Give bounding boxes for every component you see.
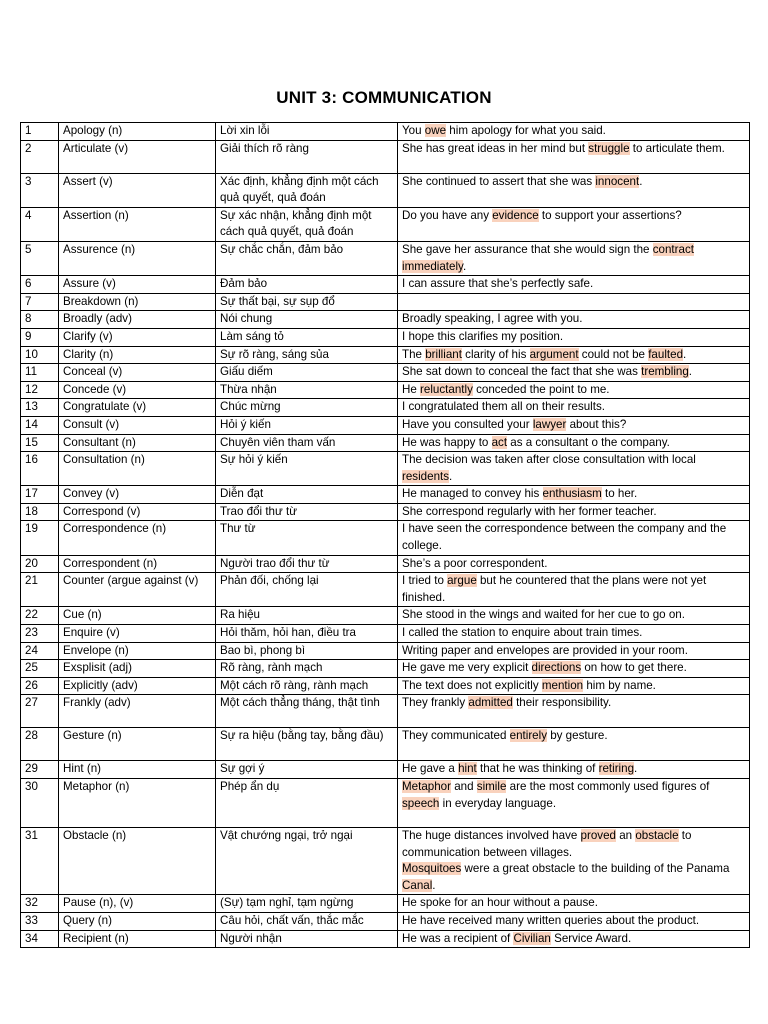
entry-number: 28 xyxy=(21,728,59,761)
entry-meaning: Thừa nhận xyxy=(216,381,398,399)
entry-number: 21 xyxy=(21,573,59,607)
entry-meaning: Hỏi ý kiến xyxy=(216,416,398,434)
entry-meaning: Xác định, khẳng định một cách quả quyết, quả đoán xyxy=(216,173,398,207)
highlighted-word: obstacle xyxy=(635,829,679,842)
example-text: an xyxy=(616,829,636,842)
entry-example xyxy=(398,895,750,913)
entry-example xyxy=(398,728,750,761)
example-text: She continued to assert that she was xyxy=(402,174,596,188)
entry-example xyxy=(398,912,750,930)
entry-example xyxy=(398,761,750,779)
example-text: The text does not explicitly xyxy=(402,678,542,692)
entry-meaning: Hỏi thăm, hỏi han, điều tra xyxy=(216,625,398,643)
entry-number: 34 xyxy=(21,930,59,948)
entry-word: Clarity (n) xyxy=(59,346,216,364)
highlighted-word: proved xyxy=(580,829,616,842)
entry-number: 8 xyxy=(21,311,59,329)
example-text: Broadly speaking, I agree with you. xyxy=(402,312,583,326)
highlighted-word: directions xyxy=(531,661,582,675)
table-row xyxy=(21,912,750,930)
entry-meaning: Sự ra hiệu (bằng tay, bằng đầu) xyxy=(216,728,398,761)
table-row xyxy=(21,728,750,761)
table-row xyxy=(21,381,750,399)
highlighted-word: act xyxy=(491,435,508,449)
entry-meaning: Diễn đạt xyxy=(216,486,398,504)
example-text: They frankly xyxy=(402,696,469,710)
highlighted-word: brilliant xyxy=(425,347,462,361)
entry-example xyxy=(398,311,750,329)
entry-number: 6 xyxy=(21,276,59,294)
example-text: I have seen the correspondence between the company and the college. xyxy=(402,522,727,553)
entry-word: Exsplisit (adj) xyxy=(59,660,216,678)
example-text: . xyxy=(634,762,638,776)
entry-example xyxy=(398,328,750,346)
example-text: I tried to xyxy=(402,574,448,588)
example-text: You xyxy=(402,124,425,137)
entry-word: Assure (v) xyxy=(59,276,216,294)
table-row xyxy=(21,642,750,660)
table-row xyxy=(21,399,750,417)
entry-example xyxy=(398,695,750,728)
entry-example xyxy=(398,555,750,573)
entry-word: Apology (n) xyxy=(59,123,216,141)
entry-number: 13 xyxy=(21,399,59,417)
table-row xyxy=(21,930,750,948)
example-text: He gave a xyxy=(402,762,459,776)
table-row xyxy=(21,555,750,573)
entry-example xyxy=(398,173,750,207)
example-text: . xyxy=(449,469,453,483)
entry-meaning: Phép ẩn dụ xyxy=(216,779,398,828)
vocabulary-table xyxy=(20,122,750,948)
example-text: conceded the point to me. xyxy=(472,382,610,396)
entry-number: 27 xyxy=(21,695,59,728)
highlighted-word: Mosquitoes xyxy=(402,862,462,876)
entry-word: Convey (v) xyxy=(59,486,216,504)
highlighted-word: Civilian xyxy=(513,931,551,945)
entry-meaning: Sự hỏi ý kiến xyxy=(216,452,398,486)
example-text: I can assure that she’s perfectly safe. xyxy=(402,277,594,291)
highlighted-word: contract xyxy=(652,242,694,256)
example-text: in everyday language. xyxy=(439,796,557,810)
entry-meaning: Sự gợi ý xyxy=(216,761,398,779)
example-text: but he countered that the plans were not yet finished. xyxy=(402,574,707,604)
example-text: on how to get there. xyxy=(581,661,687,675)
entry-meaning: Chuyên viên tham vấn xyxy=(216,434,398,452)
entry-number: 7 xyxy=(21,293,59,311)
highlighted-word: Canal xyxy=(402,878,433,892)
entry-number: 10 xyxy=(21,346,59,364)
entry-meaning: Sự xác nhận, khẳng định một cách quả quyết, quả đoán xyxy=(216,207,398,241)
entry-meaning: Đảm bảo xyxy=(216,276,398,294)
table-row xyxy=(21,828,750,895)
entry-example xyxy=(398,346,750,364)
example-text: Have you consulted your xyxy=(402,417,533,431)
example-text: I called the station to enquire about train times. xyxy=(402,626,643,640)
entry-example xyxy=(398,503,750,521)
entry-meaning: Người trao đổi thư từ xyxy=(216,555,398,573)
entry-example xyxy=(398,607,750,625)
entry-word: Explicitly (adv) xyxy=(59,677,216,695)
example-text: clarity of his xyxy=(461,347,530,361)
entry-meaning: Giải thích rõ ràng xyxy=(216,140,398,173)
example-text: . xyxy=(639,174,643,188)
example-text: that he was thinking of xyxy=(476,762,599,776)
highlighted-word: reluctantly xyxy=(420,382,473,396)
example-text: . xyxy=(432,878,436,892)
table-row xyxy=(21,503,750,521)
table-row xyxy=(21,695,750,728)
entry-number: 17 xyxy=(21,486,59,504)
example-text: She’s a poor correspondent. xyxy=(402,556,548,570)
entry-word: Correspondent (n) xyxy=(59,555,216,573)
entry-word: Obstacle (n) xyxy=(59,828,216,895)
entry-word: Cue (n) xyxy=(59,607,216,625)
example-text: I congratulated them all on their results. xyxy=(402,400,605,414)
entry-number: 24 xyxy=(21,642,59,660)
highlighted-word: owe xyxy=(424,124,447,137)
entry-meaning: Giấu diếm xyxy=(216,364,398,382)
entry-word: Conceal (v) xyxy=(59,364,216,382)
entry-number: 14 xyxy=(21,416,59,434)
entry-word: Consult (v) xyxy=(59,416,216,434)
entry-number: 12 xyxy=(21,381,59,399)
highlighted-word: speech xyxy=(402,796,440,810)
entry-number: 30 xyxy=(21,779,59,828)
entry-word: Consultant (n) xyxy=(59,434,216,452)
example-text: He have received many written queries about the product. xyxy=(402,913,700,927)
example-text: She gave her assurance that she would sign the xyxy=(402,242,653,256)
entry-example xyxy=(398,276,750,294)
entry-number: 16 xyxy=(21,452,59,486)
entry-number: 9 xyxy=(21,328,59,346)
example-text: She stood in the wings and waited for her cue to go on. xyxy=(402,608,685,622)
entry-word: Correspondence (n) xyxy=(59,521,216,555)
example-text: to her. xyxy=(601,487,638,501)
table-row xyxy=(21,573,750,607)
table-row xyxy=(21,521,750,555)
entry-example xyxy=(398,625,750,643)
entry-example xyxy=(398,930,750,948)
entry-number: 4 xyxy=(21,207,59,241)
table-row xyxy=(21,895,750,913)
example-text: He spoke for an hour without a pause. xyxy=(402,896,598,910)
example-text: He gave me very explicit xyxy=(402,661,532,675)
example-text: to support your assertions? xyxy=(538,208,682,222)
example-text: were a great obstacle to the building of the Panama xyxy=(461,862,730,876)
highlighted-word: struggle xyxy=(588,141,630,155)
highlighted-word: argue xyxy=(447,574,477,588)
vocabulary-table-body xyxy=(21,123,750,948)
entry-example xyxy=(398,140,750,173)
entry-meaning: Làm sáng tỏ xyxy=(216,328,398,346)
entry-example xyxy=(398,399,750,417)
entry-example xyxy=(398,677,750,695)
table-row xyxy=(21,311,750,329)
entry-word: Recipient (n) xyxy=(59,930,216,948)
example-text: Do you have any xyxy=(402,208,493,222)
table-row xyxy=(21,452,750,486)
example-text: Service Award. xyxy=(550,931,632,945)
table-row xyxy=(21,123,750,141)
example-text: . xyxy=(463,259,467,273)
entry-meaning: Bao bì, phong bì xyxy=(216,642,398,660)
highlighted-word: argument xyxy=(529,347,579,361)
entry-word: Frankly (adv) xyxy=(59,695,216,728)
entry-number: 1 xyxy=(21,123,59,141)
entry-example xyxy=(398,123,750,141)
example-text: as a consultant o the company. xyxy=(507,435,670,449)
example-text: She has great ideas in her mind but xyxy=(402,141,589,155)
highlighted-word: innocent xyxy=(595,174,640,188)
highlighted-word: retiring xyxy=(598,762,635,776)
table-row xyxy=(21,241,750,275)
entry-number: 15 xyxy=(21,434,59,452)
table-row xyxy=(21,761,750,779)
table-row xyxy=(21,677,750,695)
entry-example xyxy=(398,828,750,895)
entry-number: 32 xyxy=(21,895,59,913)
entry-example xyxy=(398,293,750,311)
table-row xyxy=(21,625,750,643)
table-row xyxy=(21,416,750,434)
entry-number: 11 xyxy=(21,364,59,382)
entry-word: Broadly (adv) xyxy=(59,311,216,329)
example-text: He was happy to xyxy=(402,435,492,449)
table-row xyxy=(21,660,750,678)
entry-meaning: Một cách rõ ràng, rành mạch xyxy=(216,677,398,695)
entry-example xyxy=(398,642,750,660)
table-row xyxy=(21,779,750,828)
example-text: could not be xyxy=(578,347,649,361)
entry-example xyxy=(398,452,750,486)
entry-meaning: Vật chướng ngại, trở ngại xyxy=(216,828,398,895)
entry-example xyxy=(398,434,750,452)
entry-meaning: Người nhận xyxy=(216,930,398,948)
entry-meaning: (Sự) tạm nghỉ, tạm ngừng xyxy=(216,895,398,913)
highlighted-word: trembling xyxy=(641,365,689,379)
entry-number: 20 xyxy=(21,555,59,573)
entry-number: 23 xyxy=(21,625,59,643)
entry-word: Pause (n), (v) xyxy=(59,895,216,913)
example-text: to articulate them. xyxy=(629,141,725,155)
highlighted-word: hint xyxy=(458,762,477,776)
highlighted-word: immediately xyxy=(402,259,463,273)
entry-meaning: Ra hiệu xyxy=(216,607,398,625)
entry-example xyxy=(398,521,750,555)
entry-example xyxy=(398,573,750,607)
entry-meaning: Sự rõ ràng, sáng sủa xyxy=(216,346,398,364)
entry-number: 2 xyxy=(21,140,59,173)
entry-meaning: Thư từ xyxy=(216,521,398,555)
example-text: He xyxy=(402,382,421,396)
entry-example xyxy=(398,416,750,434)
entry-number: 3 xyxy=(21,173,59,207)
table-row xyxy=(21,276,750,294)
entry-word: Assertion (n) xyxy=(59,207,216,241)
entry-number: 33 xyxy=(21,912,59,930)
table-row xyxy=(21,486,750,504)
example-text: She sat down to conceal the fact that she was xyxy=(402,365,642,379)
page-title: UNIT 3: COMMUNICATION xyxy=(276,88,492,107)
entry-meaning: Sự thất bại, sự sụp đổ xyxy=(216,293,398,311)
example-text: and xyxy=(450,780,477,793)
entry-meaning: Câu hỏi, chất vấn, thắc mắc xyxy=(216,912,398,930)
highlighted-word: Metaphor xyxy=(402,780,451,793)
table-row xyxy=(21,173,750,207)
entry-meaning: Lời xin lỗi xyxy=(216,123,398,141)
entry-example xyxy=(398,779,750,828)
highlighted-word: admitted xyxy=(468,696,513,710)
example-text: their responsibility. xyxy=(512,696,612,710)
entry-word: Assert (v) xyxy=(59,173,216,207)
example-text: She correspond regularly with her former teacher. xyxy=(402,504,657,518)
entry-meaning: Một cách thẳng tháng, thật tình xyxy=(216,695,398,728)
table-row xyxy=(21,140,750,173)
entry-example xyxy=(398,364,750,382)
entry-word: Correspond (v) xyxy=(59,503,216,521)
example-text: . xyxy=(683,347,687,361)
entry-meaning: Rõ ràng, rành mạch xyxy=(216,660,398,678)
highlighted-word: enthusiasm xyxy=(542,487,602,501)
entry-number: 5 xyxy=(21,241,59,275)
entry-word: Consultation (n) xyxy=(59,452,216,486)
entry-example xyxy=(398,207,750,241)
entry-word: Articulate (v) xyxy=(59,140,216,173)
example-text: The huge distances involved have xyxy=(402,829,581,842)
example-text: . xyxy=(688,365,693,379)
entry-number: 19 xyxy=(21,521,59,555)
entry-word: Query (n) xyxy=(59,912,216,930)
example-text: to communication between villages. xyxy=(402,829,692,859)
table-row xyxy=(21,293,750,311)
highlighted-word: simile xyxy=(476,780,507,793)
example-text: The decision was taken after close consultation with local xyxy=(402,453,696,467)
entry-meaning: Sự chắc chắn, đảm bảo xyxy=(216,241,398,275)
entry-meaning: Chúc mừng xyxy=(216,399,398,417)
example-text: about this? xyxy=(566,417,627,431)
entry-example xyxy=(398,241,750,275)
entry-meaning: Nói chung xyxy=(216,311,398,329)
entry-word: Clarify (v) xyxy=(59,328,216,346)
entry-example xyxy=(398,660,750,678)
highlighted-word: evidence xyxy=(492,208,539,222)
entry-meaning: Trao đổi thư từ xyxy=(216,503,398,521)
entry-word: Metaphor (n) xyxy=(59,779,216,828)
highlighted-word: entirely xyxy=(509,729,547,743)
table-row xyxy=(21,364,750,382)
example-text: Writing paper and envelopes are provided in your room. xyxy=(402,643,688,657)
entry-word: Envelope (n) xyxy=(59,642,216,660)
entry-number: 29 xyxy=(21,761,59,779)
entry-word: Concede (v) xyxy=(59,381,216,399)
entry-word: Congratulate (v) xyxy=(59,399,216,417)
entry-number: 22 xyxy=(21,607,59,625)
example-text: him apology for what you said. xyxy=(446,124,606,137)
entry-word: Breakdown (n) xyxy=(59,293,216,311)
table-row xyxy=(21,607,750,625)
example-text: They communicated xyxy=(402,729,510,743)
entry-meaning: Phản đối, chống lại xyxy=(216,573,398,607)
entry-example xyxy=(398,486,750,504)
example-text: him by name. xyxy=(583,678,656,692)
example-text: He managed to convey his xyxy=(402,487,543,501)
table-row xyxy=(21,328,750,346)
example-text: The xyxy=(402,347,426,361)
table-row xyxy=(21,434,750,452)
entry-word: Enquire (v) xyxy=(59,625,216,643)
entry-number: 31 xyxy=(21,828,59,895)
highlighted-word: faulted xyxy=(648,347,684,361)
example-text: by gesture. xyxy=(547,729,608,743)
highlighted-word: lawyer xyxy=(532,417,567,431)
highlighted-word: mention xyxy=(541,678,584,692)
example-text: I hope this clarifies my position. xyxy=(402,329,564,343)
entry-word: Assurence (n) xyxy=(59,241,216,275)
entry-number: 18 xyxy=(21,503,59,521)
entry-word: Gesture (n) xyxy=(59,728,216,761)
example-text: are the most commonly used figures of xyxy=(506,780,710,793)
entry-number: 25 xyxy=(21,660,59,678)
entry-example xyxy=(398,381,750,399)
table-row xyxy=(21,346,750,364)
highlighted-word: residents xyxy=(402,469,450,483)
entry-word: Hint (n) xyxy=(59,761,216,779)
table-row xyxy=(21,207,750,241)
entry-number: 26 xyxy=(21,677,59,695)
example-text: He was a recipient of xyxy=(402,931,514,945)
entry-word: Counter (argue against (v) xyxy=(59,573,216,607)
